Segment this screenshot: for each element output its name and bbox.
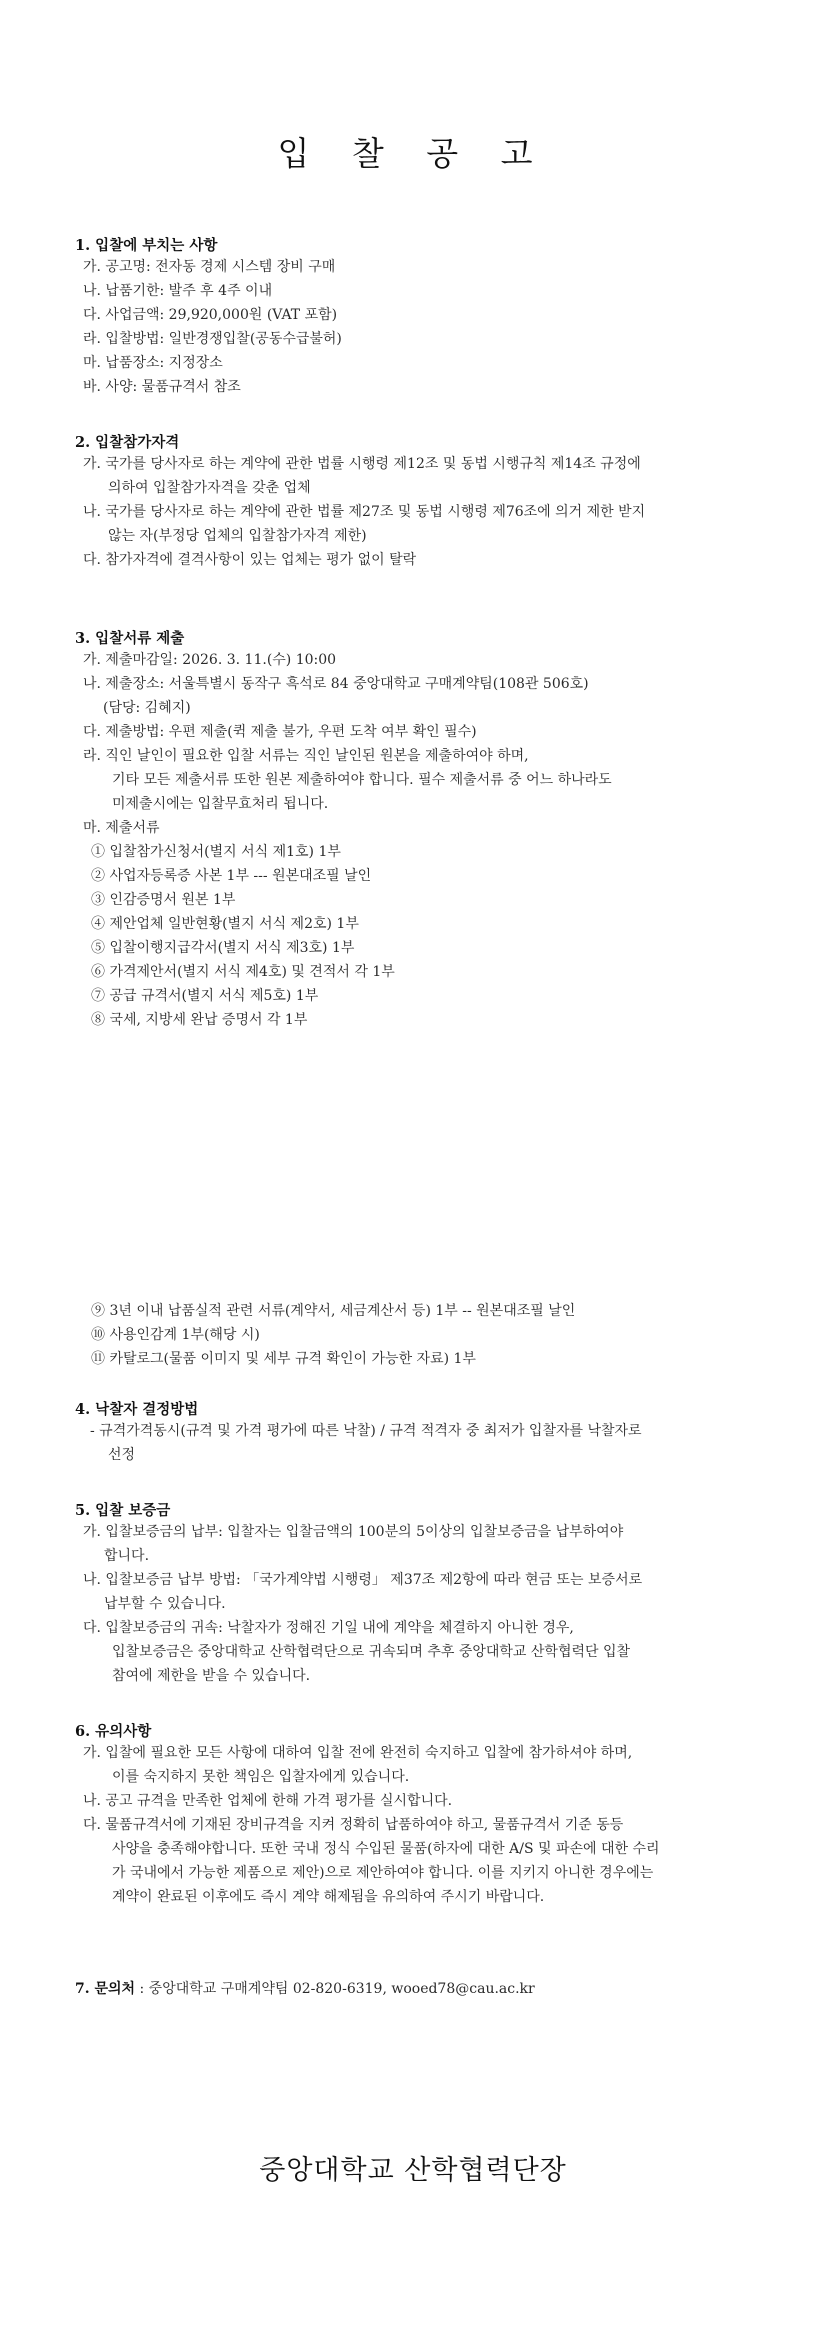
section-1-heading: 1. 입찰에 부치는 사항 (75, 237, 218, 254)
s6-item-c-cont1: 사양을 충족해야합니다. 또한 국내 정식 수입된 물품(하자에 대한 A/S 및 파손에 대한 수리 (112, 1841, 660, 1857)
doc-item-3: ③ 인감증명서 원본 1부 (91, 892, 236, 908)
doc-item-1: ① 입찰참가신청서(별지 서식 제1호) 1부 (91, 844, 341, 860)
contact-line (75, 1978, 535, 1998)
s6-item-c-cont2: 가 국내에서 가능한 제품으로 제안)으로 제안하여야 합니다. 이를 지키지 아니한 경우에는 (112, 1865, 654, 1881)
contact-label: 7. 문의처 (75, 1981, 136, 1997)
issuer-signature: 중앙대학교 산학협력단장 (259, 2155, 567, 2186)
s3-item-c: 다. 제출방법: 우편 제출(퀵 제출 불가, 우편 도착 여부 확인 필수) (83, 724, 477, 740)
s5-item-c-cont2: 참여에 제한을 받을 수 있습니다. (112, 1668, 311, 1684)
doc-item-4: ④ 제안업체 일반현황(별지 서식 제2호) 1부 (91, 916, 359, 932)
s3-item-b: 나. 제출장소: 서울특별시 동작구 흑석로 84 중앙대학교 구매계약팀(108관 506호) (83, 676, 589, 692)
doc-item-7: ⑦ 공급 규격서(별지 서식 제5호) 1부 (91, 988, 319, 1004)
s2-item-c: 다. 참가자격에 결격사항이 있는 업체는 평가 없이 탈락 (83, 552, 417, 568)
s3-item-b-contact: (담당: 김혜지) (103, 700, 191, 716)
page-title: 입 찰 공 고 (277, 134, 549, 173)
section-5-heading: 5. 입찰 보증금 (75, 1502, 171, 1519)
s6-item-b: 나. 공고 규격을 만족한 업체에 한해 가격 평가를 실시합니다. (83, 1793, 453, 1809)
section-2-heading: 2. 입찰참가자격 (75, 434, 180, 451)
s5-item-a-cont: 합니다. (104, 1548, 150, 1564)
s1-item-f: 바. 사양: 물품규격서 참조 (83, 379, 241, 395)
doc-item-11: ⑪ 카탈로그(물품 이미지 및 세부 규격 확인이 가능한 자료) 1부 (91, 1351, 476, 1367)
s5-item-a: 가. 입찰보증금의 납부: 입찰자는 입찰금액의 100분의 5이상의 입찰보증금을 납부하여야 (83, 1524, 624, 1540)
s5-item-c-cont1: 입찰보증금은 중앙대학교 산학협력단으로 귀속되며 추후 중앙대학교 산학협력단 입찰 (112, 1644, 631, 1660)
s3-item-d-cont1: 기타 모든 제출서류 또한 원본 제출하여야 합니다. 필수 제출서류 중 어느 하나라도 (112, 772, 612, 788)
s2-item-b: 나. 국가를 당사자로 하는 계약에 관한 법률 제27조 및 동법 시행령 제76조에 의거 제한 받지 (83, 504, 646, 520)
s2-item-a-cont: 의하여 입찰참가자격을 갖춘 업체 (108, 480, 311, 496)
s3-item-d-cont2: 미제출시에는 입찰무효처리 됩니다. (112, 796, 329, 812)
doc-item-9: ⑨ 3년 이내 납품실적 관련 서류(계약서, 세금계산서 등) 1부 -- 원본대조필 날인 (91, 1303, 576, 1319)
s1-item-d: 라. 입찰방법: 일반경쟁입찰(공동수급불허) (83, 331, 342, 347)
s1-item-e: 마. 납품장소: 지정장소 (83, 355, 223, 371)
s5-item-b: 나. 입찰보증금 납부 방법: 「국가계약법 시행령」 제37조 제2항에 따라 현금 또는 보증서로 (83, 1572, 643, 1588)
section-4-heading: 4. 낙찰자 결정방법 (75, 1401, 199, 1418)
section-6-heading: 6. 유의사항 (75, 1723, 152, 1740)
s2-item-a: 가. 국가를 당사자로 하는 계약에 관한 법률 시행령 제12조 및 동법 시행규칙 제14조 규정에 (83, 456, 641, 472)
s5-item-c: 다. 입찰보증금의 귀속: 낙찰자가 정해진 기일 내에 계약을 체결하지 아니한 경우, (83, 1620, 574, 1636)
doc-item-2: ② 사업자등록증 사본 1부 --- 원본대조필 날인 (91, 868, 372, 884)
s6-item-a-cont: 이를 숙지하지 못한 책임은 입찰자에게 있습니다. (112, 1769, 410, 1785)
contact-info: : 중앙대학교 구매계약팀 02-820-6319, wooed78@cau.ac.kr (139, 1981, 535, 1997)
s2-item-b-cont: 않는 자(부정당 업체의 입찰참가자격 제한) (108, 528, 367, 544)
doc-item-8: ⑧ 국세, 지방세 완납 증명서 각 1부 (91, 1012, 308, 1028)
s1-item-a: 가. 공고명: 전자동 경제 시스템 장비 구매 (83, 259, 336, 275)
s5-item-b-cont: 납부할 수 있습니다. (104, 1596, 226, 1612)
s3-item-e: 마. 제출서류 (83, 820, 160, 836)
section-3-heading: 3. 입찰서류 제출 (75, 630, 185, 647)
s6-item-c-cont3: 계약이 완료된 이후에도 즉시 계약 해제됨을 유의하여 주시기 바랍니다. (112, 1889, 545, 1905)
doc-item-6: ⑥ 가격제안서(별지 서식 제4호) 및 견적서 각 1부 (91, 964, 395, 980)
s1-item-c: 다. 사업금액: 29,920,000원 (VAT 포함) (83, 307, 338, 323)
s3-item-d: 라. 직인 날인이 필요한 입찰 서류는 직인 날인된 원본을 제출하여야 하며, (83, 748, 529, 764)
s3-item-a: 가. 제출마감일: 2026. 3. 11.(수) 10:00 (83, 652, 337, 668)
s6-item-a: 가. 입찰에 필요한 모든 사항에 대하여 입찰 전에 완전히 숙지하고 입찰에 참가하셔야 하며, (83, 1745, 633, 1761)
s4-item: - 규격가격동시(규격 및 가격 평가에 따른 낙찰) / 규격 적격자 중 최저가 입찰자를 낙찰자로 (90, 1423, 642, 1439)
doc-item-10: ⑩ 사용인감계 1부(해당 시) (91, 1327, 260, 1343)
s1-item-b: 나. 납품기한: 발주 후 4주 이내 (83, 283, 273, 299)
s6-item-c: 다. 물품규격서에 기재된 장비규격을 지켜 정확히 납품하여야 하고, 물품규격서 기준 동등 (83, 1817, 624, 1833)
doc-item-5: ⑤ 입찰이행지급각서(별지 서식 제3호) 1부 (91, 940, 355, 956)
s4-item-cont: 선정 (108, 1447, 136, 1463)
